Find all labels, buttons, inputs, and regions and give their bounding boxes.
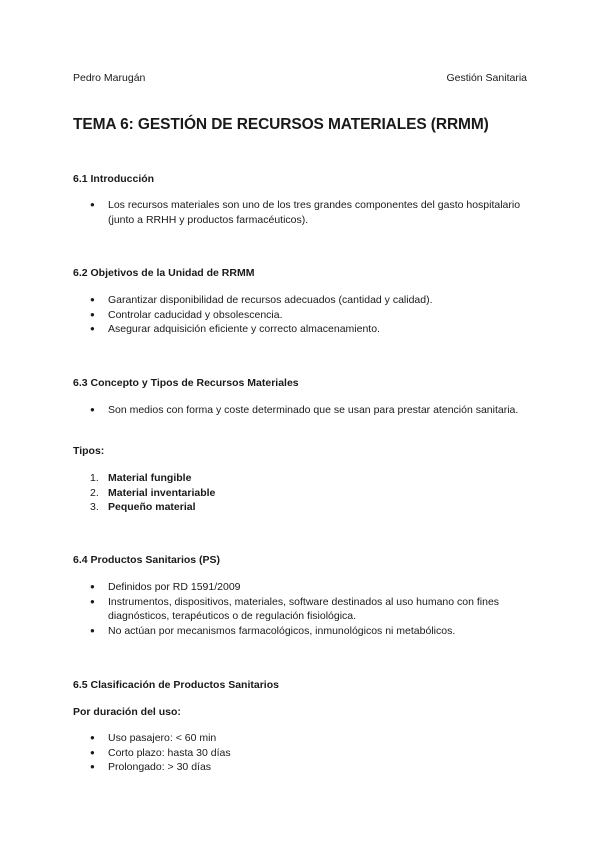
list-item: ● Asegurar adquisición eficiente y correcto almacenamiento. [73, 322, 533, 337]
list-item: ● Los recursos materiales son uno de los tres grandes componentes del gasto hospitalario (junto a RRHH y productos farmacéuticos). [73, 198, 533, 227]
types-label: Tipos: [73, 445, 105, 457]
section-heading-6-3: 6.3 Concepto y Tipos de Recursos Materiales [73, 377, 299, 389]
section-6-5-list [73, 731, 533, 775]
list-item [73, 486, 533, 501]
list-item: ● Controlar caducidad y obsolescencia. [73, 308, 533, 323]
duration-label: Por duración del uso: [73, 706, 181, 718]
list-item: ● Corto plazo: hasta 30 días [73, 746, 533, 761]
list-item: ● Son medios con forma y coste determinado que se usan para prestar atención sanitaria. [73, 403, 533, 418]
section-heading-6-2: 6.2 Objetivos de la Unidad de RRMM [73, 267, 255, 279]
document-title: TEMA 6: GESTIÓN DE RECURSOS MATERIALES (RRMM) [73, 116, 489, 133]
header-subject: Gestión Sanitaria [446, 72, 527, 84]
list-item: ● No actúan por mecanismos farmacológicos, inmunológicos ni metabólicos. [73, 624, 533, 639]
section-6-1-list [73, 198, 533, 227]
list-item: ● Garantizar disponibilidad de recursos adecuados (cantidad y calidad). [73, 293, 533, 308]
list-number: 2. [90, 486, 99, 499]
section-heading-6-5: 6.5 Clasificación de Productos Sanitarios [73, 679, 279, 691]
list-item [73, 471, 533, 486]
list-item: ● Uso pasajero: < 60 min [73, 731, 533, 746]
list-item: ● Prolongado: > 30 días [73, 760, 533, 775]
section-heading-6-1: 6.1 Introducción [73, 173, 155, 185]
header-author: Pedro Marugán [73, 72, 146, 84]
list-number: 1. [90, 472, 99, 484]
page-header [73, 72, 527, 86]
list-number: 3. [90, 501, 99, 513]
section-6-3-list [73, 403, 533, 418]
list-item: ● Definidos por RD 1591/2009 [73, 580, 533, 595]
list-item: ● Instrumentos, dispositivos, materiales, software destinados al uso humano con fines diagnósticos, terapéuticos o de regulación fisiológica. [73, 595, 533, 624]
list-item-label: Material fungible [108, 472, 192, 484]
types-list [73, 471, 533, 515]
list-item [73, 500, 533, 515]
list-item-label: Material inventariable [108, 486, 216, 499]
list-item-label: Pequeño material [108, 501, 196, 513]
section-heading-6-4: 6.4 Productos Sanitarios (PS) [73, 554, 221, 566]
section-6-4-list [73, 580, 533, 638]
section-6-2-list [73, 293, 533, 337]
